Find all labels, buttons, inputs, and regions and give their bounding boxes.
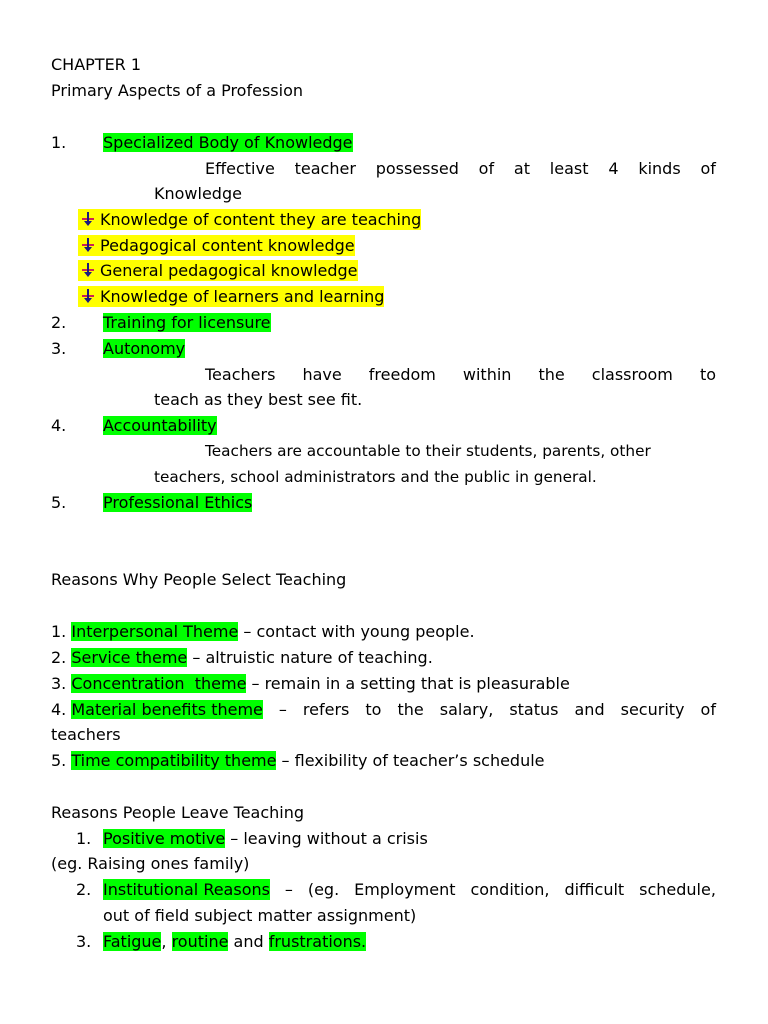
select-reason-5: 5. Time compatibility theme – flexibility of teacher’s schedule — [51, 751, 545, 770]
aspect-4-label: Accountability — [103, 416, 217, 435]
leave-reason-1-number: 1. — [76, 829, 92, 848]
page-subtitle: Primary Aspects of a Profession — [51, 81, 303, 100]
aspect-4-number: 4. — [51, 416, 67, 435]
select-reason-2: 2. Service theme – altruistic nature of teaching. — [51, 648, 433, 667]
arrow-down-icon — [78, 262, 100, 278]
aspect-5-label: Professional Ethics — [103, 493, 253, 512]
aspect-2-number: 2. — [51, 313, 67, 332]
leave-reason-1: Positive motive – leaving without a crisis — [103, 829, 428, 848]
aspect-3-number: 3. — [51, 339, 67, 358]
select-heading: Reasons Why People Select Teaching — [51, 570, 347, 589]
chapter-title: CHAPTER 1 — [51, 55, 142, 74]
leave-reason-3: Fatigue, routine and frustrations. — [103, 932, 367, 951]
aspect-1-number: 1. — [51, 133, 67, 152]
knowledge-kind-item: General pedagogical knowledge — [78, 260, 358, 281]
aspect-1-label: Specialized Body of Knowledge — [103, 133, 353, 152]
knowledge-desc-line2: Knowledge — [154, 184, 242, 203]
leave-reason-2-number: 2. — [76, 880, 92, 899]
knowledge-desc-line1: Effective teacher possessed of at least 4 kinds of — [205, 159, 716, 178]
aspect-5-number: 5. — [51, 493, 67, 512]
accountability-desc-line1: Teachers are accountable to their students, parents, other — [205, 442, 651, 460]
leave-reason-1-line2: (eg. Raising ones family) — [51, 854, 250, 873]
autonomy-desc-line1: Teachers have freedom within the classroom to — [205, 365, 716, 384]
select-reason-1: 1. Interpersonal Theme – contact with young people. — [51, 622, 475, 641]
autonomy-desc-line2: teach as they best see fit. — [154, 390, 363, 409]
leave-heading: Reasons People Leave Teaching — [51, 803, 305, 822]
arrow-down-icon — [78, 211, 100, 227]
leave-reason-2-line2: out of field subject matter assignment) — [103, 906, 417, 925]
accountability-desc-line2: teachers, school administrators and the public in general. — [154, 468, 597, 486]
select-reason-3: 3. Concentration theme – remain in a setting that is pleasurable — [51, 674, 570, 693]
knowledge-kind-item: Pedagogical content knowledge — [78, 235, 355, 256]
arrow-down-icon — [78, 288, 100, 304]
leave-reason-3-number: 3. — [76, 932, 92, 951]
knowledge-kind-item: Knowledge of learners and learning — [78, 286, 384, 307]
aspect-3-label: Autonomy — [103, 339, 186, 358]
select-reason-4-line2: teachers — [51, 725, 121, 744]
knowledge-kind-item: Knowledge of content they are teaching — [78, 209, 421, 230]
select-reason-4: 4. Material benefits theme – refers to the salary, status and security of — [51, 700, 716, 719]
leave-reason-2: Institutional Reasons – (eg. Employment condition, difficult schedule, — [103, 880, 716, 899]
arrow-down-icon — [78, 237, 100, 253]
aspect-2-label: Training for licensure — [103, 313, 271, 332]
